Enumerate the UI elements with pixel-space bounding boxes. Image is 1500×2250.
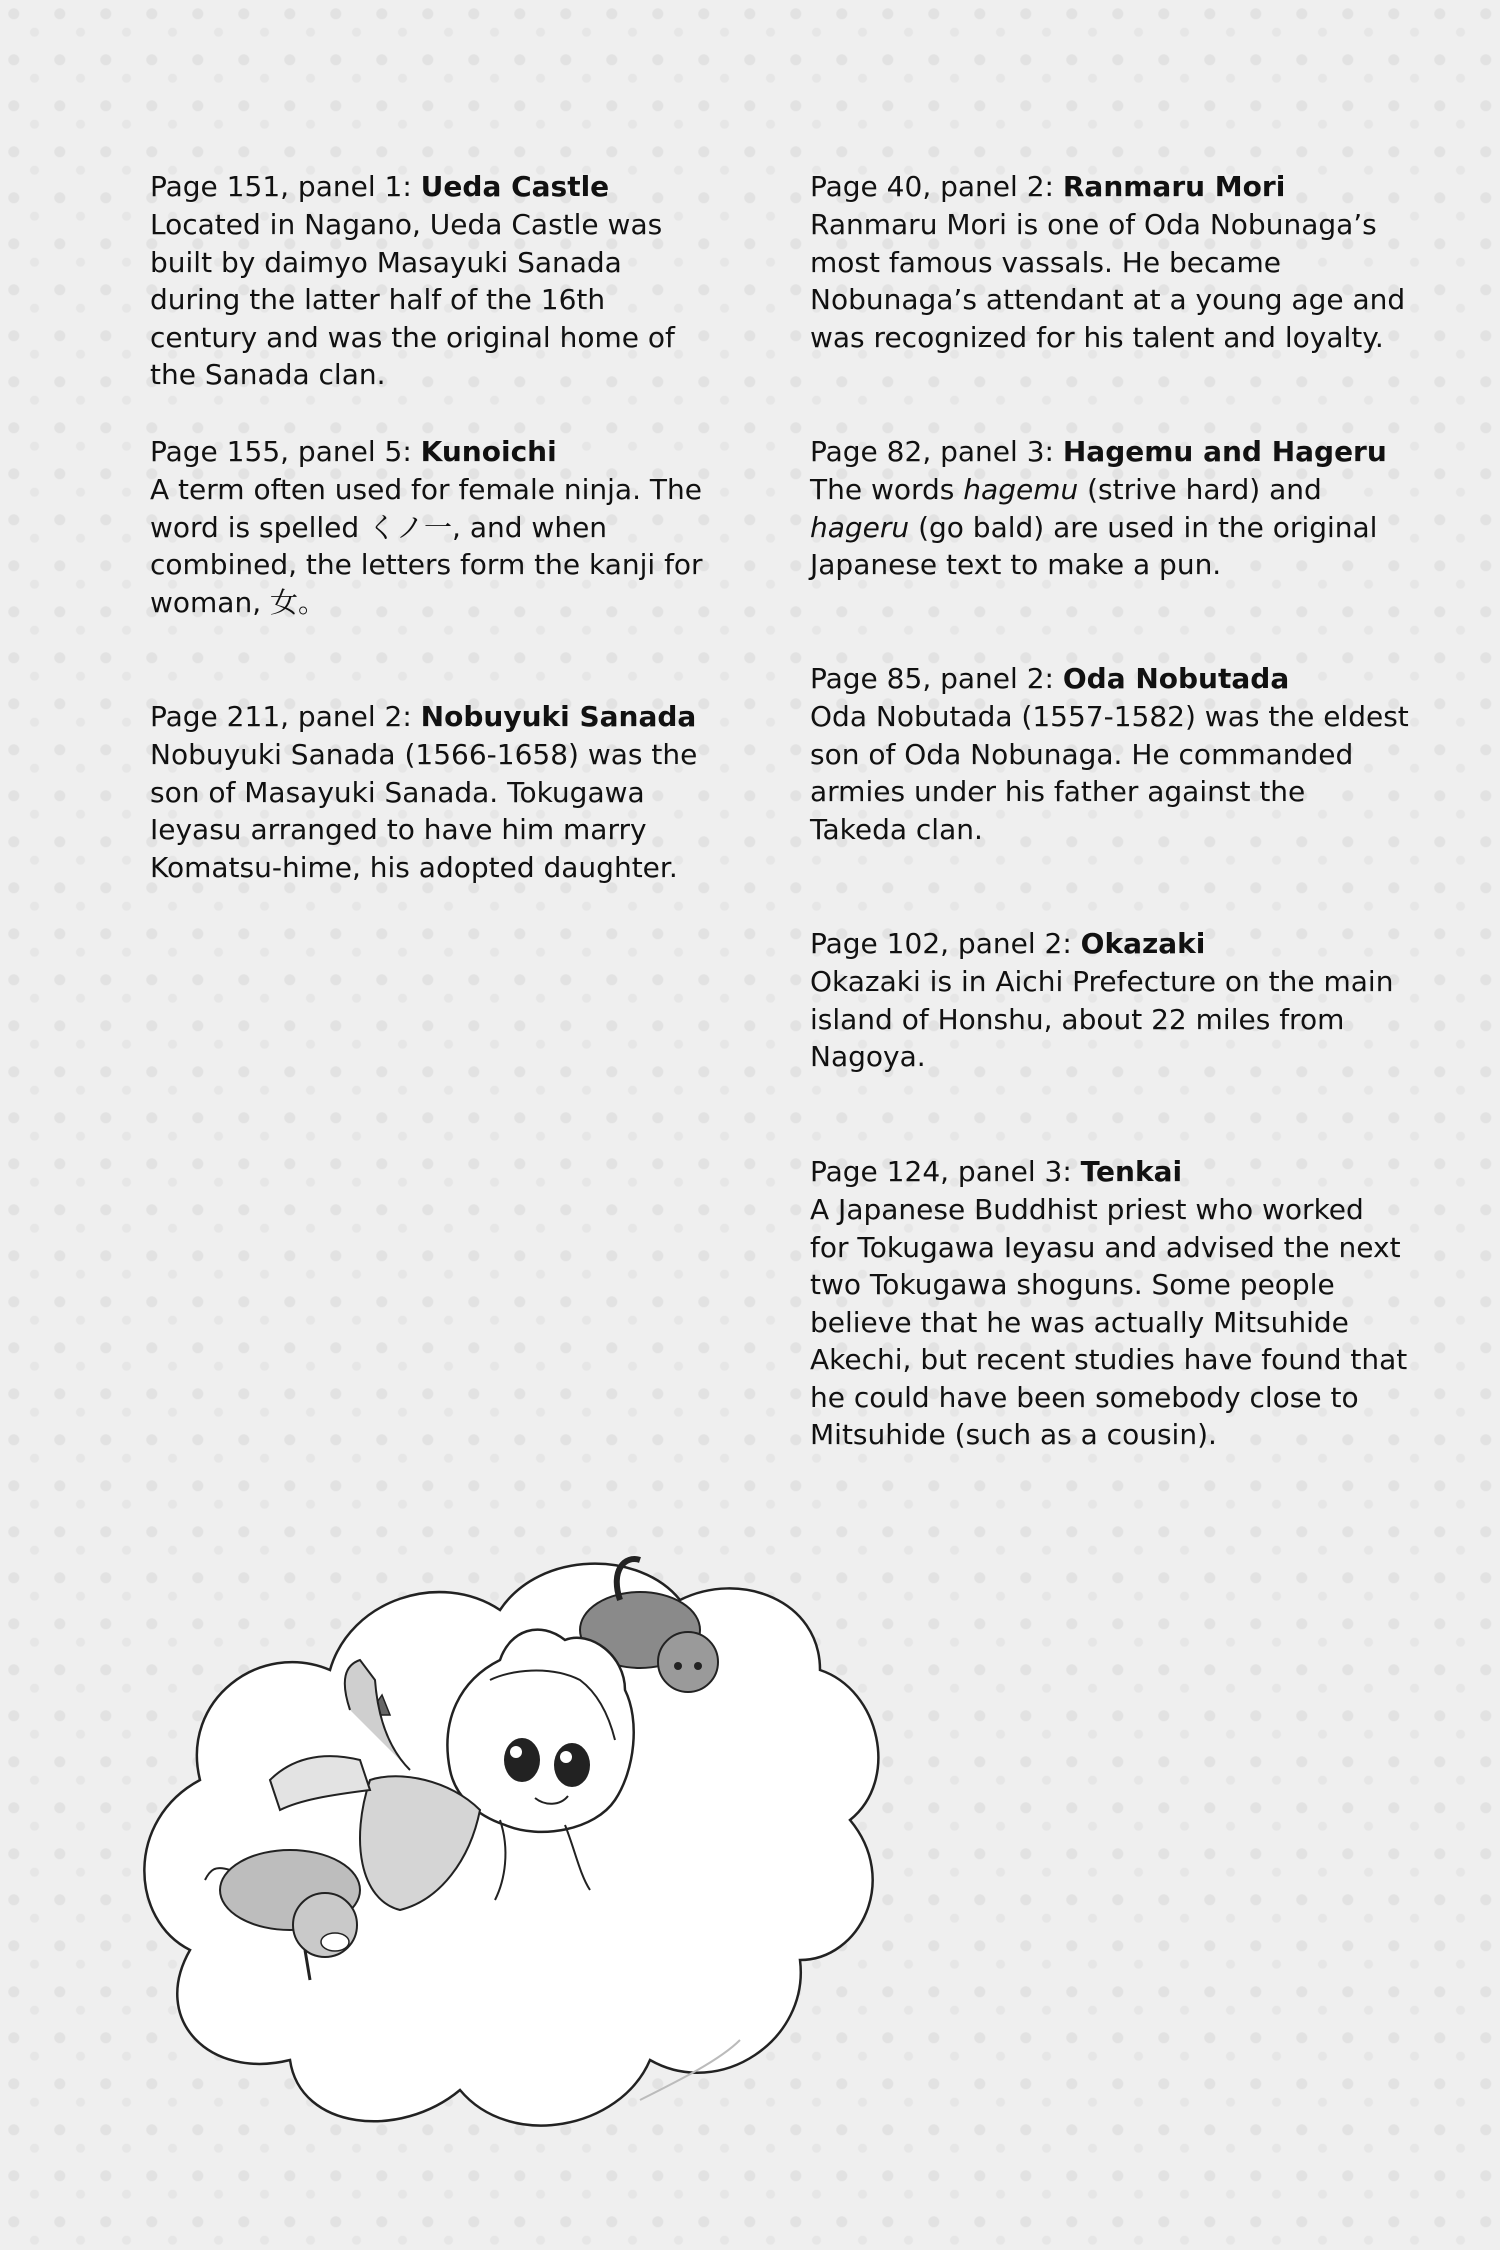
note-text: The words [810,473,964,506]
note-page-ref: Page 155, panel 5: [150,435,421,468]
note-heading [150,168,710,206]
note-text: (go bald) are used in the original Japanese text to make a pun. [810,510,1378,581]
note-okazaki [810,925,1410,1076]
note-title: Okazaki [1080,927,1206,960]
note-title: Kunoichi [420,435,557,468]
note-page-ref: Page 82, panel 3: [810,435,1063,468]
note-nobuyuki-sanada [150,698,710,886]
note-page-ref: Page 85, panel 2: [810,662,1063,695]
cloud-illustration [120,1480,900,2170]
note-title: Hagemu and Hageru [1062,435,1387,468]
note-heading [150,698,710,736]
note-body: Ranmaru Mori is one of Oda Nobunaga’s most famous vassals. He became Nobunaga’s attendant at a young age and was recognized for his talent and loyalty. [810,208,1406,354]
note-body [810,471,1410,584]
note-heading [810,168,1410,206]
note-title: Tenkai [1080,1155,1183,1188]
note-title: Ueda Castle [420,170,610,203]
note-title: Nobuyuki Sanada [420,700,697,733]
note-heading [810,660,1410,698]
note-body: Oda Nobutada (1557-1582) was the eldest son of Oda Nobunaga. He commanded armies under his father against the Takeda clan. [810,700,1409,846]
note-title: Oda Nobutada [1062,662,1290,695]
note-term-hageru: hageru [810,510,910,544]
note-heading [810,925,1410,963]
note-body: Okazaki is in Aichi Prefecture on the main island of Honshu, about 22 miles from Nagoya. [810,965,1394,1073]
note-page-ref: Page 211, panel 2: [150,700,421,733]
note-tenkai [810,1153,1410,1454]
note-hagemu-hageru [810,433,1410,584]
note-title: Ranmaru Mori [1062,170,1286,203]
girl-on-cloud-icon [120,1480,900,2170]
note-body: A Japanese Buddhist priest who worked for Tokugawa Ieyasu and advised the next two Tokugawa shoguns. Some people believe that he was actually Mitsuhide Akechi, but recent studies have found that he could have been somebody close to Mitsuhide (such as a cousin). [810,1193,1408,1451]
note-page-ref: Page 151, panel 1: [150,170,421,203]
note-text: (strive hard) and [1078,473,1322,506]
note-body: Located in Nagano, Ueda Castle was built by daimyo Masayuki Sanada during the latter half of the 16th century and was the original home of the Sanada clan. [150,208,675,391]
note-ranmaru-mori [810,168,1410,356]
note-oda-nobutada [810,660,1410,848]
note-page-ref: Page 124, panel 3: [810,1155,1081,1188]
note-page-ref: Page 102, panel 2: [810,927,1081,960]
note-body: A term often used for female ninja. The word is spelled くノ一, and when combined, the letters form the kanji for woman, 女。 [150,473,703,619]
note-heading [150,433,710,471]
note-term-hagemu: hagemu [963,473,1079,506]
note-page-ref: Page 40, panel 2: [810,170,1063,203]
note-ueda-castle [150,168,710,394]
note-body: Nobuyuki Sanada (1566-1658) was the son of Masayuki Sanada. Tokugawa Ieyasu arranged to have him marry Komatsu-hime, his adopted daughter. [150,738,698,884]
note-heading [810,433,1410,471]
note-kunoichi [150,433,710,621]
note-heading [810,1153,1410,1191]
